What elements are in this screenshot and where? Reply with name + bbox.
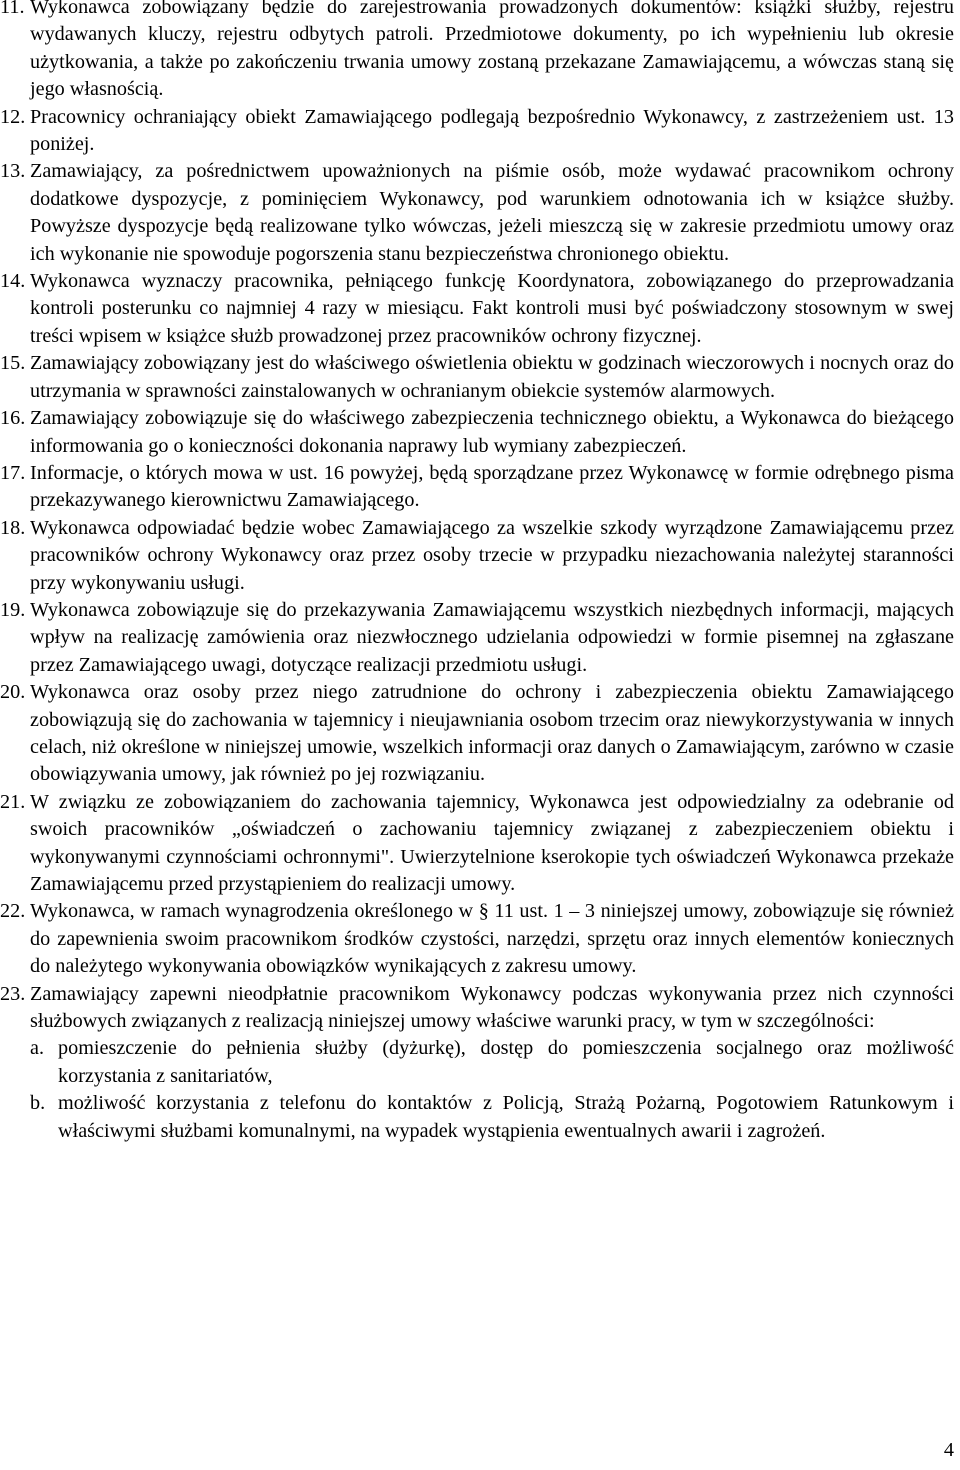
paragraph-text: Pracownicy ochraniający obiekt Zamawiającego podlegają bezpośrednio Wykonawcy, z zastrzeżeniem ust. 13 poniżej.	[30, 105, 954, 156]
subparagraph-a	[0, 1035, 960, 1090]
paragraph-15	[0, 350, 960, 405]
paragraph-number: 21.	[0, 790, 26, 813]
paragraph-18	[0, 515, 960, 597]
paragraph-number: 14.	[0, 270, 26, 293]
paragraph-22	[0, 898, 960, 980]
subparagraph-b	[0, 1090, 960, 1145]
page-number: 4	[943, 1439, 954, 1461]
paragraph-text: Informacje, o których mowa w ust. 16 powyżej, będą sporządzane przez Wykonawcę w formie odrębnego pisma przekazywanego kierownictwu Zamawiającego.	[30, 461, 954, 512]
paragraph-20	[0, 679, 960, 789]
paragraph-11	[0, 0, 960, 104]
paragraph-number: 18.	[0, 516, 26, 539]
paragraph-number: 22.	[0, 900, 26, 923]
paragraph-number: 11.	[0, 0, 25, 18]
paragraph-16	[0, 405, 960, 460]
paragraph-text: Zamawiający, za pośrednictwem upoważnionych na piśmie osób, może wydawać pracownikom ochrony dodatkowe dyspozycje, z pominięciem Wykonawcy, pod warunkiem odnotowania ich w książce służby. Powyższe dyspozycje będą realizowane tylko wówczas, jeżeli mieszczą się w zakresie przedmiotu umowy oraz ich wykonanie nie spowoduje pogorszenia stanu bezpieczeństwa chronionego obiektu.	[30, 160, 954, 265]
paragraph-number: 20.	[0, 681, 26, 704]
paragraph-number: 17.	[0, 461, 26, 484]
paragraph-13	[0, 158, 960, 268]
paragraph-number: 23.	[0, 982, 26, 1005]
subparagraph-text: pomieszczenie do pełnienia służby (dyżurkę), dostęp do pomieszczenia socjalnego oraz możliwość korzystania z sanitariatów,	[58, 1037, 954, 1087]
paragraph-text: Wykonawca zobowiązuje się do przekazywania Zamawiającemu wszystkich niezbędnych informacji, mających wpływ na realizację zamówienia oraz niezwłocznego udzielania odpowiedzi w formie pisemnej na zgłaszane przez Zamawiającego uwagi, dotyczące realizacji przedmiotu usługi.	[30, 598, 954, 676]
paragraph-21	[0, 789, 960, 899]
paragraph-14	[0, 268, 960, 350]
paragraph-text: Wykonawca wyznaczy pracownika, pełniącego funkcję Koordynatora, zobowiązanego do przeprowadzania kontroli posterunku co najmniej 4 razy w miesiącu. Fakt kontroli musi być poświadczony stosownym w swej treści wpisem w książce służb prowadzonej przez pracowników ochrony fizycznej.	[30, 270, 954, 347]
paragraph-text: Wykonawca, w ramach wynagrodzenia określonego w § 11 ust. 1 – 3 niniejszej umowy, zobowiązuje się również do zapewnienia swoim pracownikom środków czystości, narzędzi, sprzętu oraz innych elementów koniecznych do należytego wykonywania obowiązków wynikających z zakresu umowy.	[30, 900, 954, 978]
paragraph-23	[0, 981, 960, 1036]
paragraph-text: W związku ze zobowiązaniem do zachowania tajemnicy, Wykonawca jest odpowiedzialny za odebranie od swoich pracowników „oświadczeń o zachowaniu tajemnicy związanej z zabezpieczeniem obiektu i wykonywanymi czynnościami ochronnymi". Uwierzytelnione kserokopie tych oświadczeń Wykonawca przekaże Zamawiającemu przed przystąpieniem do realizacji umowy.	[30, 790, 954, 895]
paragraph-19	[0, 597, 960, 679]
paragraph-17	[0, 460, 960, 515]
paragraph-text: Wykonawca odpowiadać będzie wobec Zamawiającego za wszelkie szkody wyrządzone Zamawiającemu przez pracowników ochrony Wykonawcy oraz przez osoby trzecie w przypadku niezachowania należytej staranności przy wykonywaniu usługi.	[30, 516, 954, 594]
paragraph-text: Wykonawca zobowiązany będzie do zarejestrowania prowadzonych dokumentów: książki służby, rejestru wydawanych kluczy, rejestru odbytych patroli. Przedmiotowe dokumenty, po ich wypełnieniu lub okresie użytkowania, a także po zakończeniu trwania umowy zostaną przekazane Zamawiającemu, a wówczas staną się jego własnością.	[30, 0, 954, 101]
paragraph-number: 12.	[0, 105, 26, 128]
paragraph-12	[0, 104, 960, 159]
subparagraph-letter: b.	[30, 1092, 46, 1115]
subparagraph-text: możliwość korzystania z telefonu do kontaktów z Policją, Strażą Pożarną, Pogotowiem Ratunkowym i właściwymi służbami komunalnymi, na wypadek wystąpienia ewentualnych awarii i zagrożeń.	[58, 1092, 954, 1142]
paragraph-number: 13.	[0, 160, 26, 183]
paragraph-number: 16.	[0, 407, 26, 430]
paragraph-text: Wykonawca oraz osoby przez niego zatrudnione do ochrony i zabezpieczenia obiektu Zamawiającego zobowiązują się do zachowania w tajemnicy i nieujawniania osobom trzecim oraz niewykorzystywania w innych celach, niż określone w niniejszej umowie, wszelkich informacji oraz danych o Zamawiającym, zarówno w czasie obowiązywania umowy, jak również po jej rozwiązaniu.	[30, 681, 954, 786]
paragraph-number: 19.	[0, 598, 26, 621]
subparagraph-letter: a.	[30, 1037, 45, 1060]
paragraph-text: Zamawiający zobowiązuje się do właściwego zabezpieczenia technicznego obiektu, a Wykonawca do bieżącego informowania go o konieczności dokonania naprawy lub wymiany zabezpieczeń.	[30, 407, 954, 457]
paragraph-text: Zamawiający zapewni nieodpłatnie pracownikom Wykonawcy podczas wykonywania przez nich czynności służbowych związanych z realizacją niniejszej umowy właściwe warunki pracy, w tym w szczególności:	[30, 982, 954, 1033]
paragraph-number: 15.	[0, 352, 26, 375]
paragraph-text: Zamawiający zobowiązany jest do właściwego oświetlenia obiektu w godzinach wieczorowych i nocnych oraz do utrzymania w sprawności zainstalowanych w ochranianym obiekcie systemów alarmowych.	[30, 352, 954, 402]
